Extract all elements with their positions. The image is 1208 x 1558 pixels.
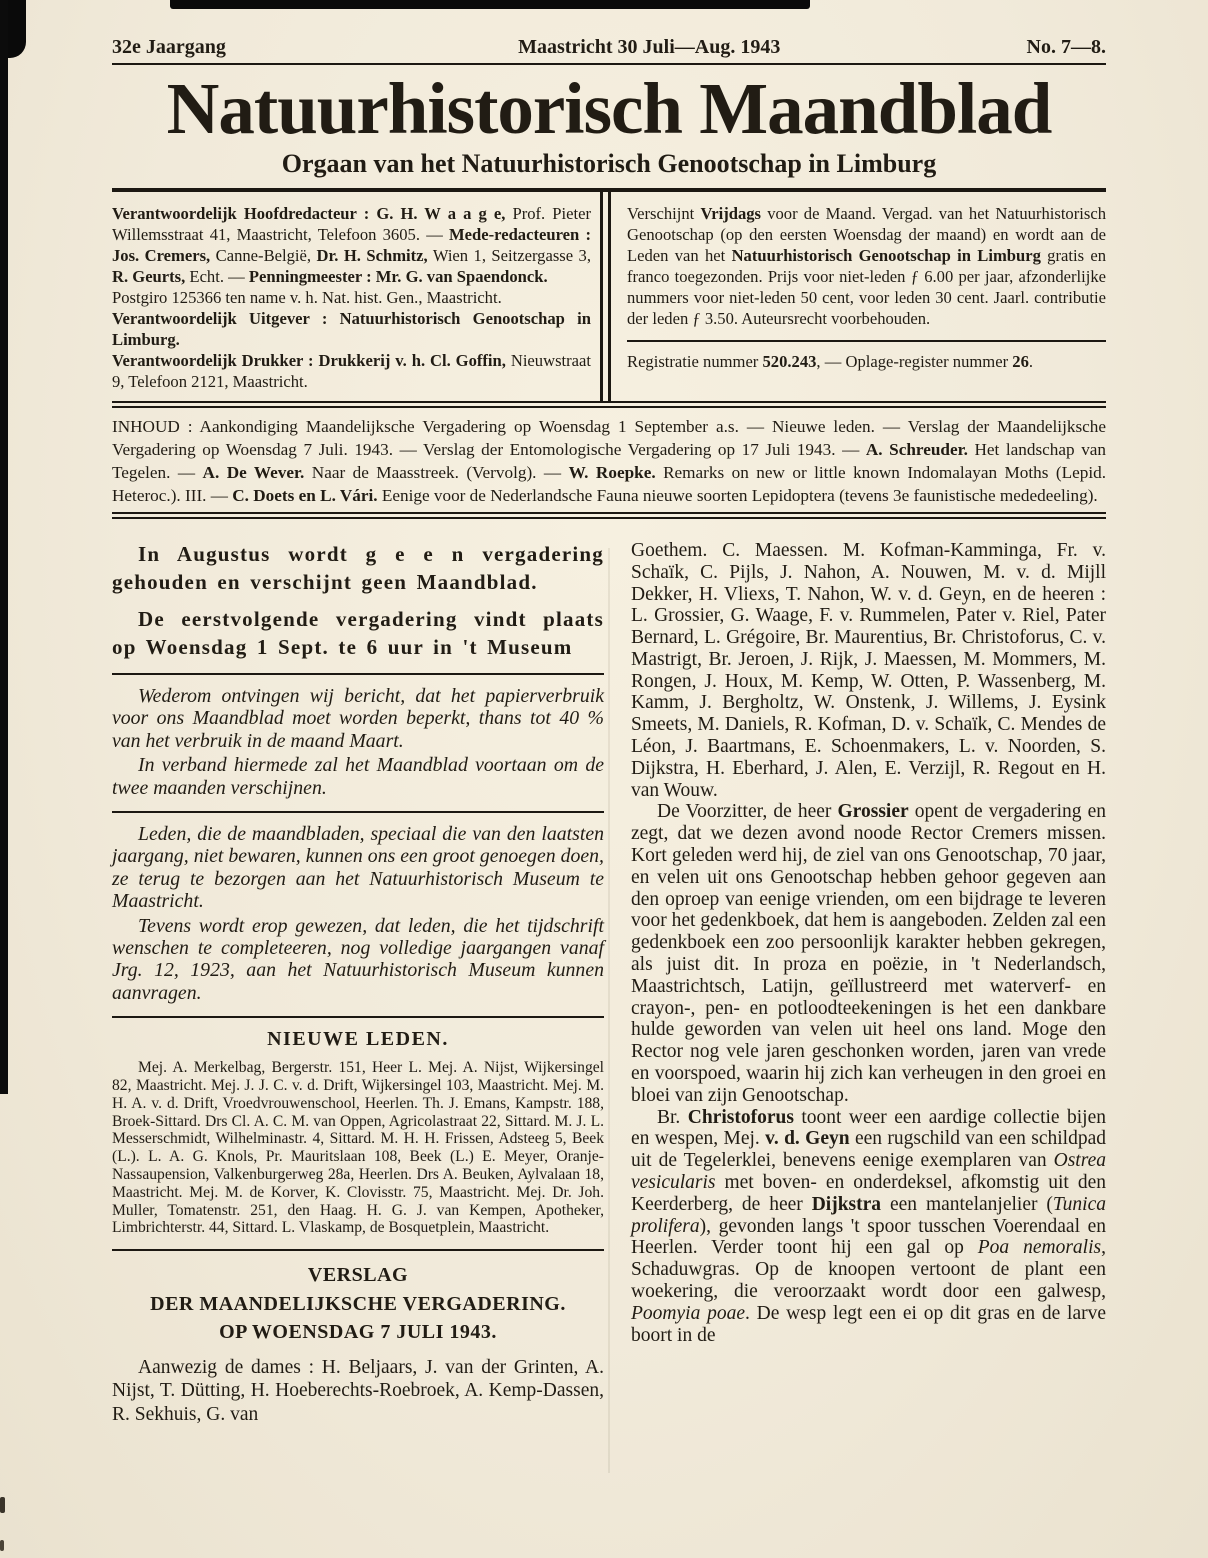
page-subtitle: Orgaan van het Natuurhistorisch Genootschap in Limburg [281, 148, 937, 178]
masthead-publisher: Verantwoordelijk Uitgever : Natuurhistorisch Genootschap in Limburg. [112, 308, 591, 349]
attendees-paragraph: Aanwezig de dames : H. Beljaars, J. van der Grinten, A. Nijst, T. Dütting, H. Hoeberechts-Roebroek, A. Kemp-Dassen, R. Sekhuis, G. van [112, 1356, 604, 1425]
masthead-registration: Registratie nummer 520.243, — Oplage-register nummer 26. [627, 351, 1034, 371]
page-title: Natuurhistorisch Maandblad [166, 68, 1052, 149]
scan-artifact-speck [0, 1497, 5, 1513]
column-rule [112, 673, 604, 675]
column-rule [112, 811, 604, 813]
volume-label: 32e Jaargang [112, 36, 226, 58]
table-of-contents: INHOUD : Aankondiging Maandelijksche Vergadering op Woensdag 1 September a.s. — Nieuwe leden. — Verslag der Maandelijksche Vergadering op Woensdag 7 Juli. 1943. — Verslag der Entomologische Vergadering op 17 Juli 1943. — A. Schreuder. Het landschap van Tegelen. — A. De Wever. Naar de Maasstreek. (Vervolg). — W. Roepke. Remarks on new or little known Indomalayan Moths (Lepid. Heteroc.). III. — C. Doets en L. Vári. Eenige voor de Nederlandsche Fauna nieuwe soorten Lepidoptera (tevens 3e faunistische mededeeling). [112, 416, 1107, 505]
issue-header [112, 36, 1106, 59]
scan-artifact-top-bar [170, 0, 810, 9]
masthead-editorial: Verantwoordelijk Hoofdredacteur : G. H. W a a g e, Prof. Pieter Willemsstraat 41, Maastricht, Telefoon 3605. — Mede-redacteuren : Jos. Cremers, Canne-België, Dr. H. Schmitz, Wien 1, Seitzergasse 3, R. Geurts, Echt. — Penningmeester : Mr. G. van Spaendonck. [112, 203, 592, 286]
contents-bottom-rule [112, 512, 1106, 519]
nieuwe-leden-list: Mej. A. Merkelbag, Bergerstr. 151, Heer L. Mej. A. Nijst, Wijkersingel 82, Maastricht. Mej. J. J. C. v. d. Drift, Wijkersingel 103, Maastricht. Mej. M. H. A. v. d. Drift, Vroedvrouwenschool, Heerlen. Th. J. Emans, Kampstr. 188, Broek-Sittard. Drs Cl. A. C. M. van Oppen, Agricolastraat 22, Sittard. M. J. L. Messerschmidt, Wilhelminastr. 4, Sittard. M. H. H. Frissen, Adsteeg 5, Beek (L.). L. A. G. Knols, Pr. Mauritslaan 108, Beek (L.) E. Meyer, Oranje-Nassaupension, Valkenburgerweg 28a, Heerlen. Drs A. Beuken, Aylvalaan 18, Maastricht. Mej. M. de Korver, K. Clovisstr. 75, Maastricht. Mej. Dr. Joh. Muller, Tomatenstr. 251, den Haag. H. G. J. van Kempen, Apotheker, Limbrichterstr. 44, Sittard. L. Vlaskamp, de Bosquetplein, Maastricht. [112, 1059, 604, 1237]
notice-return-issues: Leden, die de maandbladen, speciaal die van den laatsten jaargang, niet bewaren, kunnen ons een groot genoegen doen, ze terug te bezorgen aan het Natuurhistorisch Museum te Maastricht. [112, 822, 604, 913]
announcement-next-meeting: De eerstvolgende vergadering vindt plaats op Woensdag 1 Sept. te 6 uur in 't Museum [112, 606, 604, 659]
masthead-printer: Verantwoordelijk Drukker : Drukkerij v. h. Cl. Goffin, Nieuwstraat 9, Telefoon 2121, Maastricht. [112, 350, 592, 391]
verslag-heading-line1: VERSLAG [307, 1264, 409, 1287]
column-rule [112, 1016, 604, 1018]
masthead [112, 192, 1106, 401]
verslag-heading-line2: DER MAANDELIJKSCHE VERGADERING. [150, 1292, 566, 1315]
issue-date: Maastricht 30 Juli—Aug. 1943 [518, 36, 781, 58]
masthead-bottom-rule [112, 401, 1106, 408]
right-column [631, 540, 1106, 1426]
scan-artifact-left-edge [0, 0, 8, 1094]
exhibits-paragraph: Br. Christoforus toont weer een aardige collectie bijen en wespen, Mej. v. d. Geyn een rugschild van een schildpad uit de Tegelerklei, benevens eenige exemplaren van Ostrea vesicularis met boven- en onderdeksel, afkomstig uit den Keerderberg, de heer Dijkstra een mantelanjelier (Tunica prolifera), gevonden langs 't spoor tusschen Voerendaal en Heerlen. Verder toont hij een gal op Poa nemoralis, Schaduwgras. Op de knoopen vertoont de plant een woekering, die veroorzaakt wordt door een galwesp, Poomyia poae. De wesp legt een ei op dit gras en de larve boort in de [631, 1106, 1106, 1346]
verslag-heading-line3: OP WOENSDAG 7 JULI 1943. [219, 1321, 497, 1344]
left-column [112, 540, 604, 1426]
page-crease [608, 548, 610, 1473]
verslag-heading [112, 1261, 604, 1347]
attendees-continuation-paragraph: Goethem. C. Maessen. M. Kofman-Kamminga, Fr. v. Schaïk, C. Pijls, J. Nahon, A. Nouwen, M. v. d. Mijll Dekker, H. Vliexs, T. Nahon, W. v. d. Geyn, en de heeren : L. Grossier, G. Waage, F. v. Rummelen, Pater v. Riel, Pater Bernard, L. Grégoire, Br. Maurentius, Br. Christoforus, C. v. Mastrigt, Br. Jeroen, J. Rijk, J. Maessen, M. Mommers, M. Rongen, J. Houx, M. Kemp, W. Otten, P. Wassenberg, M. Kamm, J. Bergholtz, W. Onstenk, J. Willems, J. Eysink Smeets, M. Daniels, R. Kofman, D. v. Schaïk, C. Mendes de Léon, J. Baartmans, E. Schoenmakers, L. v. Noorden, S. Dijkstra, H. Eberhard, J. Alen, E. Verzijl, R. Regout en H. van Wouw. [631, 539, 1106, 801]
issue-number: No. 7—8. [1026, 36, 1106, 58]
notice-paper-restriction: Wederom ontvingen wij bericht, dat het papierverbruik voor ons Maandblad moet worden beperkt, thans tot 40 % van het verbruik in de maand Maart. [112, 684, 604, 752]
masthead-publication-info: Verschijnt Vrijdags voor de Maand. Vergad. van het Natuurhistorisch Genootschap (op den eersten Woensdag der maand) en wordt aan de Leden van het Natuurhistorisch Genootschap in Limburg gratis en franco toegezonden. Prijs voor niet-leden ƒ 6.00 per jaar, afzonderlijke nummers voor niet-leden 50 cent, voor leden 30 cent. Jaarl. contributie der leden ƒ 3.50. Auteursrecht voorbehouden. [627, 203, 1107, 328]
column-rule [112, 1249, 604, 1251]
notice-complete-volumes: Tevens wordt erop gewezen, dat leden, die het tijdschrift wenschen te completeeren, nog volledige jaargangen vanaf Jrg. 12, 1923, aan het Natuurhistorisch Museum kunnen aanvragen. [112, 914, 604, 1004]
scan-artifact-speck [0, 1540, 4, 1551]
masthead-postgiro: Postgiro 125366 ten name v. h. Nat. hist. Gen., Maastricht. [112, 287, 502, 307]
masthead-divider [600, 192, 611, 401]
registration-rule [627, 340, 1106, 342]
header-rule [112, 63, 1106, 65]
announcement-august: In Augustus wordt g e e n vergadering gehouden en verschijnt geen Maandblad. [112, 541, 604, 594]
masthead-left-block [112, 192, 591, 401]
nieuwe-leden-heading: NIEUWE LEDEN. [267, 1028, 449, 1051]
masthead-right-block [627, 192, 1106, 401]
notice-bimonthly: In verband hiermede zal het Maandblad voortaan om de twee maanden verschijnen. [112, 754, 604, 799]
chairman-paragraph: De Voorzitter, de heer Grossier opent de vergadering en zegt, dat we dezen avond noode Rector Cremers missen. Kort geleden werd hij, de ziel van ons Genootschap, 70 jaar, en velen uit ons Genootschap hebben gehoor gegeven aan den oproep van eenige vrienden, om een bijdrage te leveren voor het gedenkboek, dat hem is aangeboden. Zelden zal een gedenkboek een zoo persoonlijk karakter hebben gekregen, als juist dit. In proza en poëzie, in 't Nederlandsch, Maastrichtsch, Latijn, geïllustreerd met waterverf- en crayon-, pen- en potloodteekeningen is het een dankbare hulde geworden van velen uit heel ons land. Moge den Rector nog vele jaren geschonken worden, jaren van vrede en voorspoed, waarin hij zich kan verheugen in den groei en bloei van zijn Genootschap. [631, 801, 1107, 1106]
